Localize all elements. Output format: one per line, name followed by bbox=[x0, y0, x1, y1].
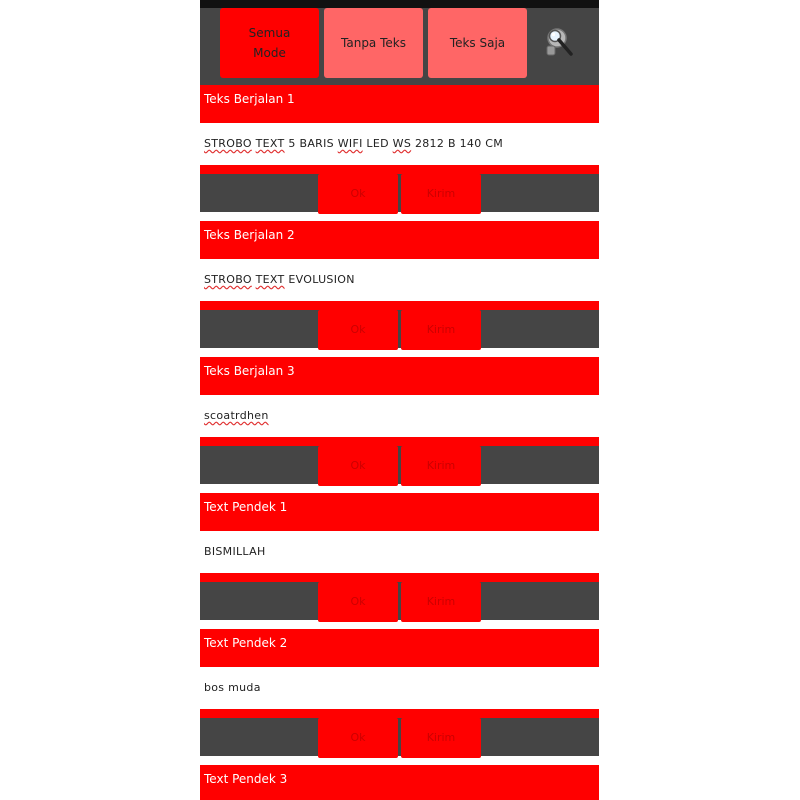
section-label: Teks Berjalan 1 bbox=[200, 85, 599, 123]
divider-strip bbox=[200, 573, 599, 582]
no-text-label: Tanpa Teks bbox=[341, 36, 406, 50]
text-word: EVOLUSION bbox=[288, 273, 355, 286]
text-input-field[interactable] bbox=[200, 259, 599, 301]
ok-button[interactable]: Ok bbox=[318, 310, 398, 350]
ok-button[interactable]: Ok bbox=[318, 718, 398, 758]
status-bar bbox=[200, 0, 599, 8]
app-screen bbox=[200, 0, 599, 800]
text-word: BISMILLAH bbox=[204, 545, 266, 558]
text-word: 5 bbox=[288, 137, 296, 150]
text-word: TEXT bbox=[255, 137, 285, 150]
text-word: WS bbox=[392, 137, 412, 150]
action-row bbox=[200, 446, 599, 484]
text-word: scoatrdhen bbox=[204, 409, 269, 422]
send-button[interactable]: Kirim bbox=[401, 310, 481, 350]
text-only-button[interactable] bbox=[428, 8, 527, 78]
text-word: LED bbox=[366, 137, 389, 150]
send-button[interactable]: Kirim bbox=[401, 718, 481, 758]
send-button[interactable]: Kirim bbox=[401, 446, 481, 486]
send-button[interactable]: Kirim bbox=[401, 174, 481, 214]
all-modes-button[interactable] bbox=[220, 8, 319, 78]
text-word: muda bbox=[228, 681, 261, 694]
section-label: Teks Berjalan 2 bbox=[200, 221, 599, 259]
section-label: Text Pendek 1 bbox=[200, 493, 599, 531]
send-button[interactable]: Kirim bbox=[401, 582, 481, 622]
text-word: WIFI bbox=[337, 137, 363, 150]
text-input-field[interactable] bbox=[200, 123, 599, 165]
text-word: TEXT bbox=[255, 273, 285, 286]
text-only-label: Teks Saja bbox=[449, 36, 506, 50]
ok-button[interactable]: Ok bbox=[318, 174, 398, 214]
action-row bbox=[200, 582, 599, 620]
action-row bbox=[200, 174, 599, 212]
section-label: Text Pendek 2 bbox=[200, 629, 599, 667]
action-row bbox=[200, 718, 599, 756]
text-word: B bbox=[447, 137, 456, 150]
section-label: Text Pendek 3 bbox=[200, 765, 599, 800]
search-button[interactable] bbox=[542, 26, 576, 60]
text-word: CM bbox=[485, 137, 504, 150]
text-input-field[interactable] bbox=[200, 531, 599, 573]
action-row bbox=[200, 310, 599, 348]
text-input-field[interactable] bbox=[200, 667, 599, 709]
text-word: STROBO bbox=[204, 273, 252, 286]
text-word: 140 bbox=[459, 137, 482, 150]
magnifier-search-icon bbox=[542, 26, 576, 60]
no-text-button[interactable] bbox=[324, 8, 423, 78]
text-input-field[interactable] bbox=[200, 395, 599, 437]
divider-strip bbox=[200, 165, 599, 174]
section-label: Teks Berjalan 3 bbox=[200, 357, 599, 395]
ok-button[interactable]: Ok bbox=[318, 446, 398, 486]
text-word: STROBO bbox=[204, 137, 252, 150]
divider-strip bbox=[200, 709, 599, 718]
text-word: bos bbox=[204, 681, 225, 694]
divider-strip bbox=[200, 437, 599, 446]
ok-button[interactable]: Ok bbox=[318, 582, 398, 622]
mode-toolbar bbox=[200, 8, 599, 85]
text-word: BARIS bbox=[299, 137, 334, 150]
divider-strip bbox=[200, 301, 599, 310]
all-modes-label: Semua Mode bbox=[248, 26, 291, 60]
text-word: 2812 bbox=[414, 137, 445, 150]
